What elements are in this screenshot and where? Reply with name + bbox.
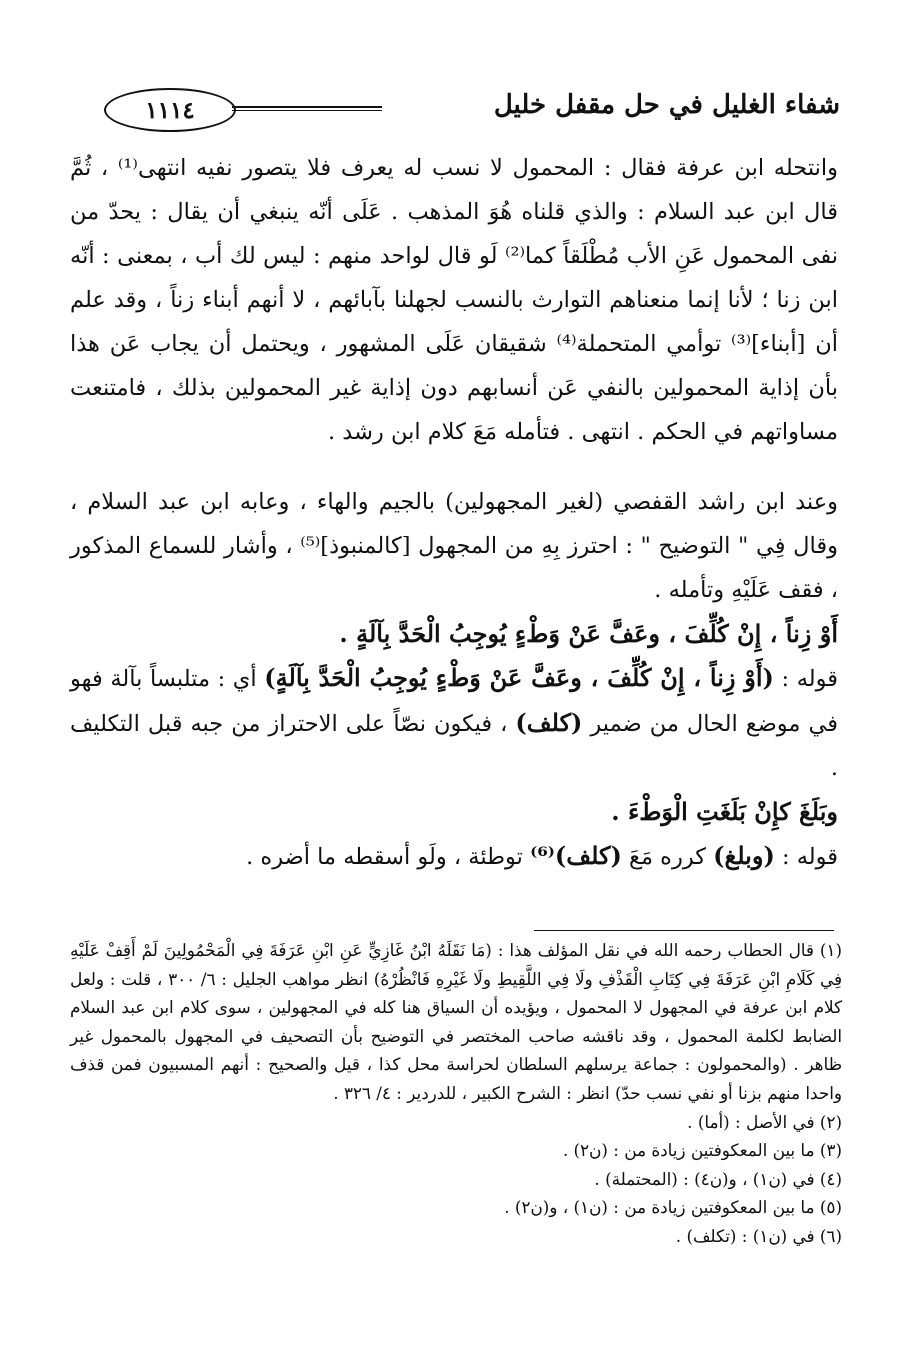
footnote-6: (٦) في (ن١) : (تكلف) .: [675, 1225, 842, 1246]
footnote-1: (١) قال الحطاب رحمه الله في نقل المؤلف هذا : (مَا نَقَلَهُ ابْنُ غَازِيٍّ عَنِ ابْنِ عَرَفَةَ فِي الْمَحْمُولِينَ لَمْ أَقِفْ عَلَيْهِ فِي كَلَامِ ابْنِ عَرَفَةَ فِي كِتَابِ الْقَذْفِ ولَا فِي اللَّقِيطِ ولَا غَيْرِهِ فَانْظُرْهُ) انظر مواهب الجليل : ٦/ ٣٠٠ ، قلت : ولعل كلام ابن عرفة في المجهول لا المحمول ، ويؤيده أن السياق هنا كله في المجهولين ، سوى كلام ابن عبد السلام الضابط لكلمة المحمول ، وقد ناقشه صاحب المختصر في التوضيح بأن التصحيف في المجهول بالمحمول غير ظاهر . (والمحمولون : جماعة يرسلهم السلطان لحراسة محل كذا ، قيل والصحيح : أنهم المسبيون فمن قذف واحدا منهم بزنا أو نفي نسب حدّ) انظر : الشرح الكبير ، للدردير : ٤/ ٣٢٦ .: [70, 940, 842, 1103]
matn-line-1: أَوْ زِناً ، إِنْ كُلِّفَ ، وعَفَّ عَنْ وَطْءٍ يُوجِبُ الْحَدَّ بِآلَةٍ .: [339, 619, 838, 648]
commentary-2-quote-2: (كلف)⁽⁶⁾: [530, 841, 622, 870]
matn-line-2: وبَلَغَ كإِنْ بَلَغَتِ الْوَطْءَ .: [611, 797, 838, 826]
commentary-2-lead: قوله :: [781, 844, 838, 870]
page-header: [60, 84, 840, 134]
paragraph-1: وانتحله ابن عرفة فقال : المحمول لا نسب له يعرف فلا يتصور نفيه انتهى⁽¹⁾ ، ثُمَّ قال ابن عبد السلام : والذي قلناه هُوَ المذهب . عَلَى أنّه ينبغي أن يقال : يحدّ من نفى المحمول عَنِ الأب مُطْلَقاً كما⁽²⁾ لَو قال لواحد منهم : ليس لك أب ، بمعنى : أنّه ابن زنا ؛ لأنا إنما منعناهم التوارث بالنسب لجهلنا بآبائهم ، لا أنهم أبناء زناً ، وقد علم أن [أبناء]⁽³⁾ توأمي المتحملة⁽⁴⁾ شقيقان عَلَى المشهور ، ويحتمل أن يجاب عَن هذا بأن إذاية المحمولين بالنفي عَن أنسابهم دون إذاية غير المحمولين بذلك ، فامتنعت مساواتهم في الحكم . انتهى . فتأمله مَعَ كلام ابن رشد .: [70, 155, 839, 445]
footnote-2: (٢) في الأصل : (أما) .: [687, 1111, 842, 1132]
commentary-1-quote: (أَوْ زِناً ، إِنْ كُلِّفَ ، وعَفَّ عَنْ وَطْءٍ يُوجِبُ الْحَدَّ بِآلَةٍ): [264, 663, 774, 692]
commentary-1-text-2: ، فيكون نصّاً على الاحتراز من جبه قبل التكليف .: [70, 711, 838, 781]
page-number: ١١١٤: [104, 88, 236, 132]
book-title: شفاء الغليل في حل مقفل خليل: [493, 90, 840, 120]
commentary-1-text: أي : متلبساً بآلة فهو في موضع الحال من ضمير: [70, 666, 839, 737]
commentary-2-text: كرره مَعَ: [628, 844, 706, 870]
header-rule: [232, 106, 382, 111]
footnote-4: (٤) في (ن١) ، و(ن٤) : (المحتملة) .: [594, 1168, 842, 1189]
commentary-2-text-2: توطئة ، ولَو أسقطه ما أضره .: [246, 844, 523, 870]
paragraph-2: وعند ابن راشد القفصي (لغير المجهولين) بالجيم والهاء ، وعابه ابن عبد السلام ، وقال فِي " التوضيح " : احترز بِهِ من المجهول [كالمنبوذ]⁽⁵⁾ ، وأشار للسماع المذكور ، فقف عَلَيْهِ وتأمله .: [70, 489, 838, 603]
commentary-1: [70, 656, 838, 790]
footnote-5: (٥) ما بين المعكوفتين زيادة من : (ن١) ، و(ن٢) .: [504, 1197, 842, 1218]
footnotes: [70, 936, 842, 1251]
main-text: [70, 146, 838, 879]
commentary-2: [70, 834, 838, 879]
footnote-separator: [534, 930, 834, 931]
commentary-2-quote: (وبلغ): [713, 841, 775, 870]
commentary-1-quote-2: (كلف): [515, 708, 583, 737]
footnote-3: (٣) ما بين المعكوفتين زيادة من : (ن٢) .: [562, 1140, 842, 1161]
commentary-1-lead: قوله :: [781, 666, 838, 692]
